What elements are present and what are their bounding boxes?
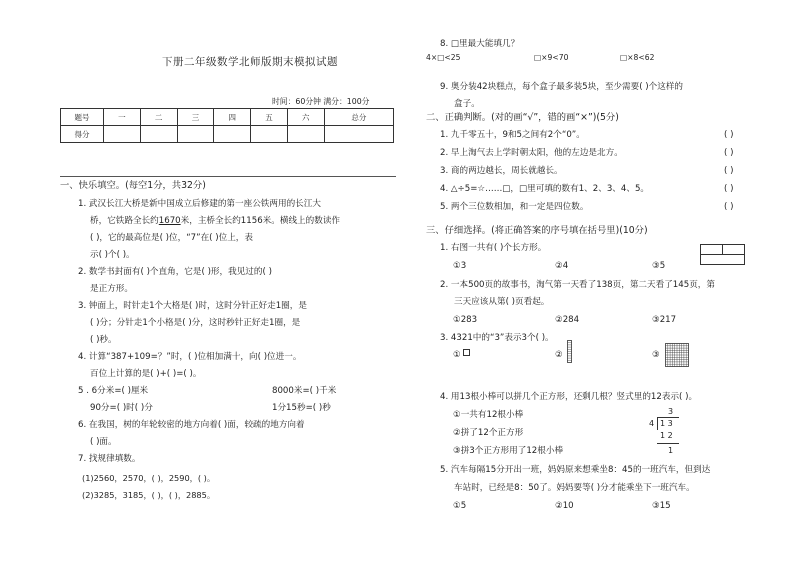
q6-line1: 6. 在我国，树的年轮较密的地方向着( )面，较疏的地方向着 bbox=[78, 420, 305, 430]
table-cell: 五 bbox=[251, 109, 288, 126]
division-bar bbox=[657, 417, 679, 418]
score-table bbox=[60, 108, 394, 143]
judge-answer-5[interactable]: ( ) bbox=[724, 202, 734, 212]
division-rule bbox=[657, 443, 679, 444]
q7-line2: (1)2560，2570，( )，2590，( )。 bbox=[82, 473, 216, 483]
choice-q2-opt2: ②284 bbox=[555, 315, 580, 325]
judge-answer-4[interactable]: ( ) bbox=[724, 184, 734, 194]
division-bracket bbox=[657, 417, 658, 430]
section3-heading: 三、仔细选择。(将正确答案的序号填在括号里)(10分) bbox=[426, 225, 648, 236]
q5-item-d: 1分15秒=( )秒 bbox=[272, 403, 331, 413]
score-input-1[interactable] bbox=[104, 126, 141, 143]
judge-answer-1[interactable]: ( ) bbox=[724, 130, 734, 140]
choice-q3: 3. 4321中的“3”表示3个( )。 bbox=[440, 333, 554, 343]
q5-item-c: 90分=( )时( )分 bbox=[90, 403, 153, 413]
table-row bbox=[61, 126, 394, 143]
q8-expr-a: 4×□<25 bbox=[426, 53, 461, 62]
score-input-6[interactable] bbox=[287, 126, 324, 143]
choice-q2-opt1: ①283 bbox=[453, 315, 478, 325]
table-cell: 二 bbox=[140, 109, 177, 126]
table-cell: 一 bbox=[104, 109, 141, 126]
page-title: 下册二年级数学北师版期末模拟试题 bbox=[162, 56, 338, 68]
choice-q2-line1: 2. 一本500页的故事书，淘气第一天看了138页，第二天看了145页，第 bbox=[440, 280, 715, 290]
choice-q5-opt3: ③15 bbox=[652, 501, 671, 511]
choice-q1-opt3: ③5 bbox=[652, 261, 666, 271]
q3-line2: ( )分；分针走1个小格是( )分，这时秒针正好走1圈，是 bbox=[90, 318, 301, 328]
section1-heading: 一、快乐填空。(每空1分，共32分) bbox=[60, 180, 206, 191]
q1-line2: 桥，它铁路全长约1670米，主桥全长约1156米。横线上的数读作 bbox=[90, 216, 341, 226]
q9-line1: 9. 奥分装42块糕点，每个盒子最多装5块，至少需要( )个这样的 bbox=[440, 82, 684, 92]
q1-line3: ( )，它的最高位是( )位，“7”在( )位上，表 bbox=[90, 233, 253, 243]
table-cell: 六 bbox=[287, 109, 324, 126]
judge-item-4: 4. △÷5=☆……□，□里可填的数有1、2、3、4、5。 bbox=[440, 184, 650, 194]
table-cell: 四 bbox=[214, 109, 251, 126]
choice-q3-opt3: ③ bbox=[652, 350, 660, 360]
choice-q4-opt2: ②拼了12个正方形 bbox=[453, 428, 524, 438]
choice-q5-opt2: ②10 bbox=[555, 501, 574, 511]
q8-expr-b: □×9<70 bbox=[534, 53, 569, 62]
division-dividend: 1 3 bbox=[660, 419, 673, 428]
q8-expr-c: □×8<62 bbox=[620, 53, 655, 62]
choice-q1: 1. 右图一共有( )个长方形。 bbox=[440, 243, 547, 253]
choice-q2-line2: 三天应该从第( )页看起。 bbox=[454, 297, 550, 307]
q3-line1: 3. 钟面上，时针走1个大格是( )时，这时分针正好走1圈，是 bbox=[78, 301, 307, 311]
table-row bbox=[61, 109, 394, 126]
q6-line2: ( )面。 bbox=[90, 437, 117, 447]
choice-q1-opt1: ①3 bbox=[453, 261, 467, 271]
judge-answer-2[interactable]: ( ) bbox=[724, 148, 734, 158]
ten-rod-icon bbox=[567, 340, 573, 364]
q1-line1: 1. 武汉长江大桥是新中国成立后修建的第一座公铁两用的长江大 bbox=[78, 199, 321, 209]
choice-q4-opt1: ①一共有12根小棒 bbox=[453, 410, 524, 420]
judge-item-3: 3. 商的两边越长，周长就越长。 bbox=[440, 166, 563, 176]
section2-heading: 二、正确判断。(对的画“√”，错的画“×”)(5分) bbox=[426, 112, 619, 123]
table-cell: 三 bbox=[177, 109, 214, 126]
unit-cube-icon bbox=[463, 349, 470, 356]
division-remainder: 1 bbox=[668, 446, 674, 455]
q8-label: 8. □里最大能填几？ bbox=[440, 39, 520, 49]
choice-q3-opt2: ② bbox=[555, 350, 563, 360]
judge-item-1: 1. 九千零五十，9和5之间有2个“0”。 bbox=[440, 130, 585, 140]
choice-q2-opt3: ③217 bbox=[652, 315, 677, 325]
judge-item-5: 5. 两个三位数相加，和一定是四位数。 bbox=[440, 202, 589, 212]
q7-line1: 7. 找规律填数。 bbox=[78, 454, 141, 464]
choice-q3-opt1: ① bbox=[453, 350, 461, 360]
q4-line2: 百位上计算的是( )+( )=( )。 bbox=[90, 369, 202, 379]
judge-item-2: 2. 早上淘气去上学时朝太阳，他的左边是北方。 bbox=[440, 148, 623, 158]
division-quotient: 3 bbox=[668, 407, 674, 416]
q5-item-b: 8000米=( )千米 bbox=[272, 386, 337, 396]
table-cell: 得分 bbox=[61, 126, 104, 143]
choice-q5-line1: 5. 汽车每隔15分开出一班，妈妈原来想乘坐8：45的一班汽车，但到达 bbox=[440, 465, 711, 475]
division-product: 1 2 bbox=[660, 431, 673, 440]
table-cell: 总分 bbox=[324, 109, 393, 126]
choice-q4-opt3: ③拼3个正方形用了12根小棒 bbox=[453, 446, 564, 456]
hundred-flat-icon bbox=[665, 343, 690, 368]
table-cell: 题号 bbox=[61, 109, 104, 126]
score-input-2[interactable] bbox=[140, 126, 177, 143]
rectangle-figure bbox=[700, 244, 746, 266]
choice-q4: 4. 用13根小棒可以拼几个正方形，还剩几根？竖式里的12表示( )。 bbox=[440, 392, 698, 402]
choice-q5-line2: 车站时，已经是8：50了。妈妈要等( )分才能乘坐下一班汽车。 bbox=[454, 483, 695, 493]
division-divisor: 4 bbox=[649, 419, 655, 428]
section-divider bbox=[60, 176, 396, 177]
score-input-5[interactable] bbox=[251, 126, 288, 143]
q2-line1: 2. 数学书封面有( )个直角，它是( )形，我见过的( ) bbox=[78, 267, 272, 277]
judge-answer-3[interactable]: ( ) bbox=[724, 166, 734, 176]
q1-line4: 示( )个( )。 bbox=[90, 250, 135, 260]
q5-item-a: 5 . 6分米=( )厘米 bbox=[78, 386, 149, 396]
score-input-4[interactable] bbox=[214, 126, 251, 143]
q2-line2: 是正方形。 bbox=[90, 284, 133, 294]
q4-line1: 4. 计算“387+109=？”时，( )位相加满十，向( )位进一。 bbox=[78, 352, 302, 362]
exam-meta: 时间：60分钟 满分：100分 bbox=[272, 97, 370, 106]
q9-line2: 盒子。 bbox=[454, 99, 480, 109]
choice-q1-opt2: ②4 bbox=[555, 261, 569, 271]
q7-line3: (2)3285，3185，( )，( )，2885。 bbox=[82, 490, 216, 500]
score-input-3[interactable] bbox=[177, 126, 214, 143]
score-input-total[interactable] bbox=[324, 126, 393, 143]
choice-q5-opt1: ①5 bbox=[453, 501, 467, 511]
q3-line3: ( )秒。 bbox=[90, 335, 117, 345]
